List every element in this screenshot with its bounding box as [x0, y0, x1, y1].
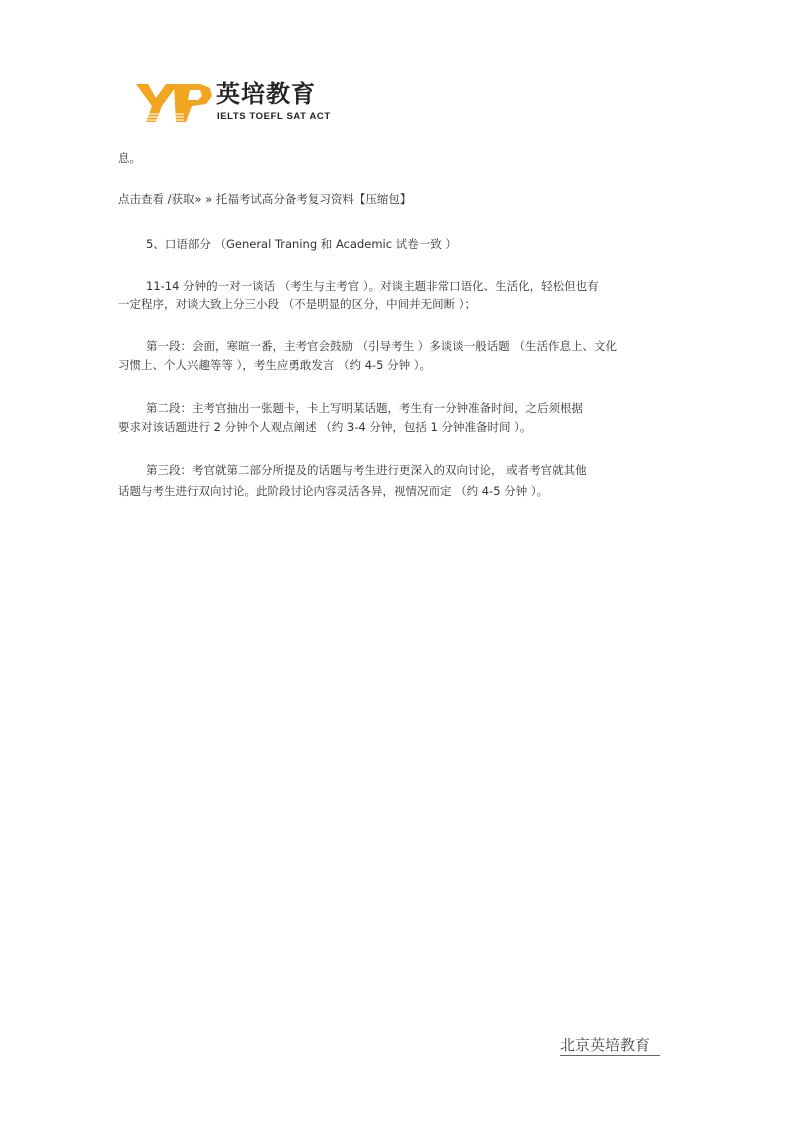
- yp-logo-icon: [134, 78, 216, 126]
- section-heading: 5、口语部分 （General Traning 和 Academic 试卷一致 ）: [146, 237, 457, 251]
- brand-logo: [134, 78, 336, 126]
- paragraph-1-line-2: 一定程序，对谈大致上分三小段 （不是明显的区分，中间并无间断 ）；: [118, 297, 477, 311]
- logo-brand-name: 英培教育: [216, 80, 316, 108]
- text-line-continuation: 息。: [118, 151, 141, 165]
- paragraph-3-line-2: 要求对该话题进行 2 分钟个人观点阐述 （约 3-4 分钟，包括 1 分钟准备时间 ）。: [118, 420, 532, 434]
- paragraph-3-line-1: 第二段：主考官抽出一张题卡，卡上写明某话题，考生有一分钟准备时间，之后须根据: [146, 401, 583, 415]
- paragraph-2-line-1: 第一段：会面，寒暄一番，主考官会鼓励 （引导考生 ）多谈谈一般话题 （生活作息上、文化: [146, 339, 617, 353]
- paragraph-4-line-1: 第三段：考官就第二部分所提及的话题与考生进行更深入的双向讨论， 或者考官就其他: [146, 463, 587, 477]
- paragraph-1-line-1: 11-14 分钟的一对一谈话 （考生与主考官 ）。对谈主题非常口语化、生活化，轻松但也有: [146, 279, 599, 293]
- resource-link[interactable]: 点击查看 /获取» » 托福考试高分备考复习资料【压缩包】: [118, 192, 412, 206]
- paragraph-4-line-2: 话题与考生进行双向讨论。此阶段讨论内容灵活各异，视情况而定 （约 4-5 分钟 ）。: [118, 484, 549, 498]
- paragraph-2-line-2: 习惯上、个人兴趣等等 ），考生应勇敢发言 （约 4-5 分钟 ）。: [118, 358, 432, 372]
- logo-tagline: IELTS TOEFL SAT ACT: [217, 111, 331, 122]
- footer-brand-link[interactable]: 北京英培教育: [560, 1036, 660, 1056]
